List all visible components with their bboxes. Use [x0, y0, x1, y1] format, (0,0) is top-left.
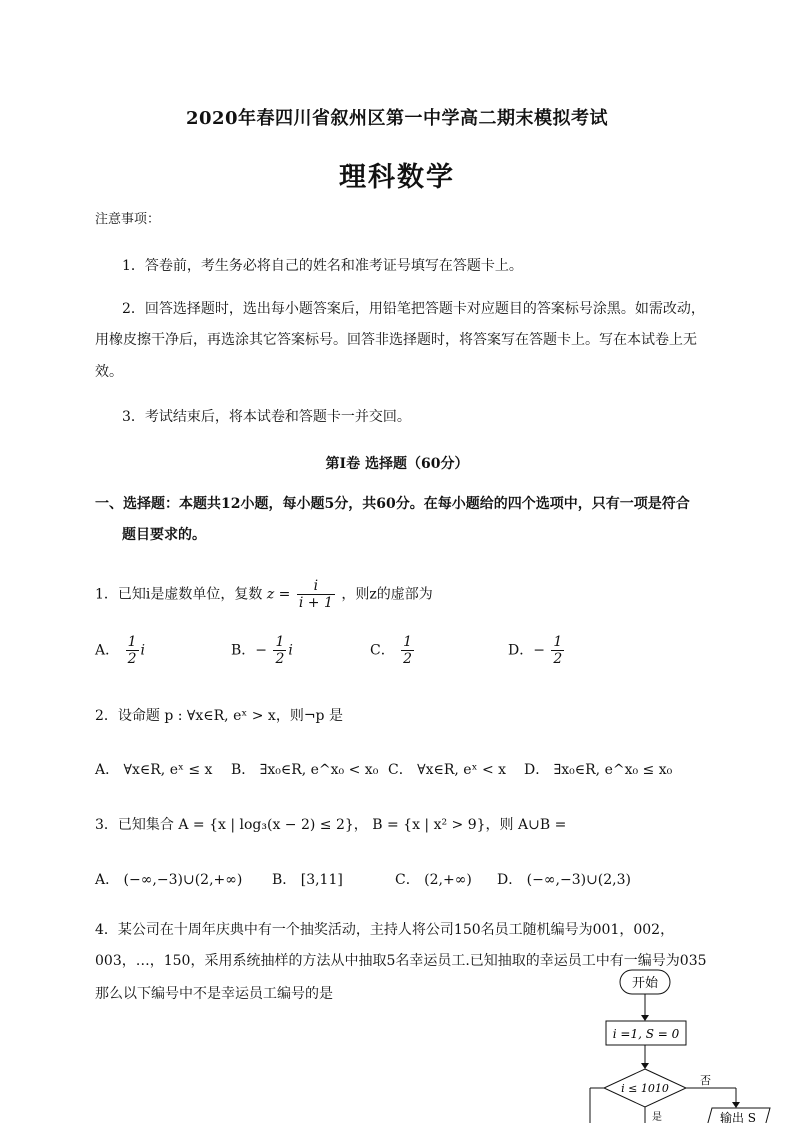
- q1-option-c: [370, 634, 416, 667]
- q3-option-d: D． (−∞,−3)∪(2,3): [497, 872, 631, 888]
- q1-suffix: ，则z的虚部为: [341, 586, 433, 603]
- notes-heading: 注意事项：: [95, 212, 161, 227]
- question-1-stem: [95, 578, 433, 611]
- q1-frac-den: i + 1: [298, 595, 333, 611]
- q1-option-d-label: D．: [508, 642, 534, 659]
- flowchart-yes-label: 是: [652, 1112, 662, 1123]
- q1-option-b-minus: −: [255, 642, 268, 659]
- q1-option-a-tail: i: [140, 642, 145, 659]
- flowchart-start-label: 开始: [631, 976, 659, 991]
- note-item-2-line-3: 效。: [95, 364, 123, 380]
- flowchart-no-label: 否: [700, 1074, 711, 1087]
- q1-option-a-fraction: [126, 634, 139, 667]
- q2-option-a: A． ∀x∈R, eˣ ≤ x: [95, 762, 213, 778]
- flowchart-output-label: 输出 S: [719, 1111, 757, 1123]
- q1-option-b-den: 2: [275, 651, 285, 667]
- section-title: 第Ⅰ卷 选择题（60分）: [325, 456, 469, 472]
- q1-option-b-tail: i: [288, 642, 293, 659]
- flowchart-arrowhead-1: [641, 1015, 649, 1021]
- q3-option-b: B． [3,11]: [272, 872, 343, 888]
- q1-fraction: [297, 578, 335, 611]
- q1-option-d-num: 1: [553, 634, 563, 650]
- flowchart-arrowhead-no: [732, 1102, 740, 1108]
- part1-instruction-line-2: 题目要求的。: [122, 527, 206, 543]
- question-4-line-2: 003，…，150，采用系统抽样的方法从中抽取5名幸运员工.已知抽取的幸运员工中有一编号为035: [95, 953, 707, 969]
- q1-option-b-num: 1: [275, 634, 285, 650]
- question-2-stem: 2．设命题 p : ∀x∈R, eˣ > x，则¬p 是: [95, 708, 343, 724]
- q1-option-b-fraction: [273, 634, 286, 667]
- q1-z-eq: z =: [266, 586, 291, 603]
- question-4-line-1: 4．某公司在十周年庆典中有一个抽奖活动，主持人将公司150名员工随机编号为001，002，: [95, 922, 675, 938]
- q1-option-a-label: A．: [95, 642, 120, 659]
- note-item-2-line-2: 用橡皮擦干净后，再选涂其它答案标号。回答非选择题时，将答案写在答题卡上。写在本试卷上无: [95, 332, 697, 348]
- note-item-2-line-1: 2．回答选择题时，选出每小题答案后，用铅笔把答题卡对应题目的答案标号涂黑。如需改动，: [122, 301, 705, 317]
- q1-prefix: 1．已知i是虚数单位，复数: [95, 586, 263, 603]
- q1-option-b: [231, 634, 293, 667]
- q3-option-a: A． (−∞,−3)∪(2,+∞): [95, 872, 243, 888]
- q3-option-c: C． (2,+∞): [395, 872, 472, 888]
- q1-option-d: [508, 634, 566, 667]
- note-item-3: 3．考试结束后，将本试卷和答题卡一并交回。: [122, 409, 411, 425]
- q1-option-a-num: 1: [127, 634, 137, 650]
- q1-option-c-label: C．: [370, 642, 395, 659]
- q2-option-b: B． ∃x₀∈R, e^x₀ < x₀: [231, 762, 379, 778]
- question-3-stem: 3．已知集合 A = {x | log₃(x − 2) ≤ 2}， B = {x | x² > 9}，则 A∪B =: [95, 817, 567, 833]
- q1-option-c-num: 1: [403, 634, 413, 650]
- q2-option-c: C． ∀x∈R, eˣ < x: [388, 762, 507, 778]
- flowchart-arrowhead-2: [641, 1063, 649, 1069]
- question-4-line-3: 那么以下编号中不是幸运员工编号的是: [95, 986, 333, 1002]
- flowchart: [560, 960, 794, 1123]
- q1-option-d-fraction: [551, 634, 564, 667]
- q1-option-c-fraction: [401, 634, 414, 667]
- note-item-1: 1．答卷前，考生务必将自己的姓名和准考证号填写在答题卡上。: [122, 258, 523, 274]
- exam-subject: 理科数学: [339, 162, 455, 193]
- q1-option-b-label: B．: [231, 642, 256, 659]
- q1-option-d-minus: −: [533, 642, 545, 659]
- flowchart-init-label: i =1, S = 0: [612, 1027, 680, 1041]
- q1-option-a-den: 2: [127, 651, 137, 667]
- q1-option-d-den: 2: [553, 651, 563, 667]
- q1-option-a: [95, 634, 145, 667]
- q2-option-d: D． ∃x₀∈R, e^x₀ ≤ x₀: [524, 762, 673, 778]
- flowchart-decision-label: i ≤ 1010: [621, 1082, 669, 1095]
- q1-frac-num: i: [313, 578, 319, 594]
- exam-title: 2020年春四川省叙州区第一中学高二期末模拟考试: [185, 108, 609, 129]
- part1-instruction-line-1: 一、选择题：本题共12小题，每小题5分，共60分。在每小题给的四个选项中，只有一项是符合: [95, 496, 690, 512]
- q1-option-c-den: 2: [403, 651, 413, 667]
